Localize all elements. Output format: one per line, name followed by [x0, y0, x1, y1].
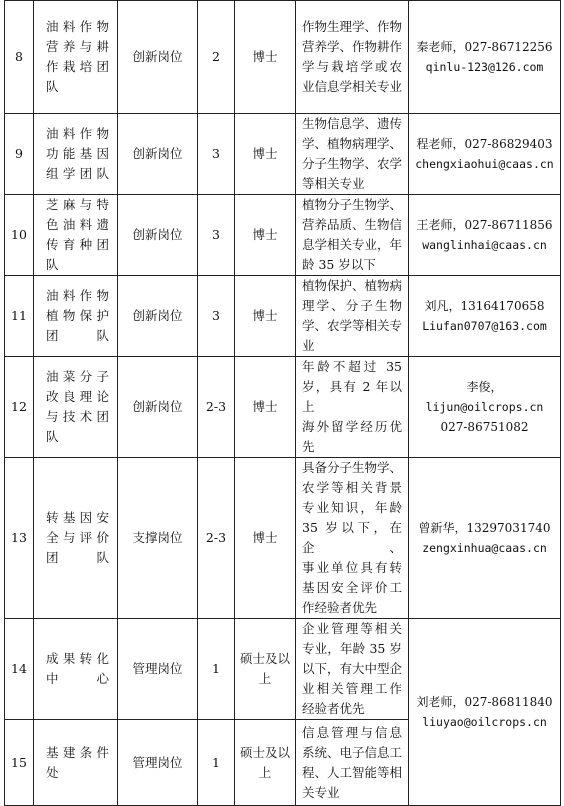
- headcount: 2-3: [198, 458, 235, 619]
- contact-line: liuyao@oilcrops.cn: [422, 715, 547, 729]
- requirements-line: 企业管理等相关: [302, 621, 402, 636]
- team-name-line: 团队: [46, 550, 109, 565]
- team-name-line: 组学团队: [46, 166, 109, 181]
- team-name-line: 油料作物: [46, 288, 109, 303]
- requirements-line: 植物保护、植物病: [302, 278, 403, 293]
- requirements: [296, 1, 409, 114]
- contact-info: [409, 357, 561, 458]
- post-type: 创新岗位: [118, 195, 198, 276]
- requirements: [296, 720, 409, 806]
- team-name-line: 基建条件: [46, 744, 109, 760]
- team-name-line: 队: [46, 429, 59, 444]
- requirements-line: 关专业: [302, 784, 340, 800]
- row-number: 11: [5, 276, 34, 357]
- contact-info: [409, 619, 561, 806]
- table-row: [5, 114, 561, 195]
- requirements: [296, 114, 409, 195]
- requirements-line: 信息管理与信息: [302, 724, 402, 740]
- contact-line: 秦老师，027-86712256: [416, 40, 553, 54]
- team-name: [34, 114, 118, 195]
- team-name-line: 功能基因: [46, 146, 109, 161]
- degree-line: 博士: [252, 399, 278, 414]
- row-number: 8: [5, 1, 34, 114]
- contact-line: chengxiaohui@caas.cn: [415, 157, 554, 171]
- contact-line: wanglinhai@caas.cn: [422, 238, 547, 252]
- table-row: [5, 276, 561, 357]
- contact-info: [409, 1, 561, 114]
- requirements-line: 35 岁以下，在企、: [302, 520, 402, 555]
- contact-info: [409, 195, 561, 276]
- contact-line: 程老师，027-86829403: [416, 137, 553, 151]
- degree: [235, 276, 296, 357]
- post-type: 支撑岗位: [118, 458, 198, 619]
- headcount: 2: [198, 1, 235, 114]
- team-name-line: 芝麻与特: [46, 197, 109, 212]
- degree-line: 硕士: [239, 651, 265, 666]
- team-name-line: 色油料遗: [46, 217, 109, 232]
- requirements-line: 龄 35 岁以下: [302, 257, 376, 272]
- post-type: 创新岗位: [118, 114, 198, 195]
- requirements-line: 营养品质、生物信: [302, 217, 403, 232]
- requirements-line: 专业知识，年龄: [302, 500, 402, 515]
- contact-info: [409, 458, 561, 619]
- contact-line: qinlu-123@126.com: [425, 60, 544, 74]
- headcount: 3: [198, 195, 235, 276]
- contact-line: 李俊，: [466, 380, 503, 394]
- requirements-line: 理学、分子生物: [302, 298, 402, 313]
- post-type: 管理岗位: [118, 720, 198, 806]
- headcount: 3: [198, 276, 235, 357]
- team-name: [34, 195, 118, 276]
- contact-line: zengxinhua@caas.cn: [422, 541, 547, 555]
- requirements-line: 事业单位具有转: [302, 560, 402, 575]
- degree: [235, 195, 296, 276]
- row-number: 13: [5, 458, 34, 619]
- requirements-line: 先: [302, 439, 315, 454]
- team-name-line: 处: [46, 764, 59, 780]
- degree: [235, 619, 296, 720]
- post-type: 管理岗位: [118, 619, 198, 720]
- requirements: [296, 619, 409, 720]
- team-name-line: 成果转化: [46, 651, 109, 666]
- contact-line: 刘凡，13164170658: [424, 299, 545, 313]
- team-name: [34, 276, 118, 357]
- requirements: [296, 276, 409, 357]
- requirements-line: 系统、电子信息工: [302, 744, 403, 760]
- contact-line: 027-86751082: [440, 420, 529, 434]
- requirements-line: 分子生物学、农学: [302, 156, 403, 171]
- team-name-line: 油料作物: [46, 126, 109, 141]
- requirements-line: 程、人工智能等相: [302, 764, 403, 780]
- requirements-line: 学、植物病理学、: [302, 136, 403, 151]
- team-name: [34, 1, 118, 114]
- requirements-line: 业相关管理工作: [302, 681, 402, 696]
- degree-line: 博士: [252, 146, 278, 161]
- contact-info: [409, 114, 561, 195]
- team-name-line: 油料作物: [46, 19, 109, 34]
- degree: [235, 357, 296, 458]
- degree-line: 上: [258, 671, 272, 686]
- table-row: [5, 1, 561, 114]
- team-name: [34, 720, 118, 806]
- contact-line: Liufan0707@163.com: [422, 319, 547, 333]
- degree: [235, 1, 296, 114]
- team-name-line: 作栽培团: [46, 59, 109, 74]
- requirements-line: 年龄不超过 35: [302, 359, 402, 374]
- headcount: 1: [198, 619, 235, 720]
- requirements-line: 专业，年龄 35 岁: [302, 641, 402, 656]
- degree-line: 及以: [265, 651, 291, 666]
- table-row: [5, 619, 561, 720]
- team-name-line: 与技术团: [46, 409, 109, 424]
- degree: [235, 458, 296, 619]
- requirements-line: 业信息学相关专业: [302, 79, 403, 94]
- team-name-line: 中心: [46, 671, 109, 686]
- degree: [235, 720, 296, 806]
- team-name-line: 营养与耕: [46, 39, 109, 54]
- row-number: 12: [5, 357, 34, 458]
- team-name-line: 队: [46, 257, 59, 272]
- requirements-line: 以下，有大中型企: [302, 661, 403, 676]
- requirements-line: 学、农学等相关专: [302, 318, 403, 333]
- row-number: 10: [5, 195, 34, 276]
- degree: [235, 114, 296, 195]
- table-row: [5, 357, 561, 458]
- post-type: 创新岗位: [118, 1, 198, 114]
- requirements: [296, 357, 409, 458]
- team-name-line: 转基因安: [46, 510, 109, 525]
- degree-line: 及以: [265, 744, 291, 760]
- team-name-line: 油菜分子: [46, 369, 109, 384]
- requirements-line: 等相关专业: [302, 176, 365, 191]
- requirements-line: 海外留学经历优: [302, 419, 402, 434]
- team-name-line: 全与评价: [46, 530, 109, 545]
- team-name-line: 植物保护: [46, 308, 109, 323]
- contact-line: 刘老师，027-86811840: [416, 695, 553, 709]
- requirements-line: 营养学、作物耕作: [302, 39, 403, 54]
- degree-line: 博士: [252, 308, 278, 323]
- table-row: [5, 458, 561, 619]
- table-row: [5, 195, 561, 276]
- requirements-line: 农学等相关背景: [302, 480, 402, 495]
- row-number: 9: [5, 114, 34, 195]
- table-body: [5, 1, 561, 806]
- team-name-line: 团队: [46, 328, 109, 343]
- requirements-line: 经验者优先: [302, 701, 365, 716]
- degree-line: 博士: [252, 227, 278, 242]
- requirements-line: 具备分子生物学、: [302, 460, 403, 475]
- row-number: 14: [5, 619, 34, 720]
- headcount: 2-3: [198, 357, 235, 458]
- requirements-line: 生物信息学、遗传: [302, 116, 403, 131]
- recruitment-table: [4, 0, 561, 806]
- requirements: [296, 458, 409, 619]
- contact-info: [409, 276, 561, 357]
- team-name-line: 传育种团: [46, 237, 109, 252]
- degree-line: 博士: [252, 49, 278, 64]
- requirements: [296, 195, 409, 276]
- degree-line: 博士: [252, 530, 278, 545]
- headcount: 1: [198, 720, 235, 806]
- requirements-line: 岁，具有 2 年以上: [302, 379, 402, 414]
- team-name-line: 队: [46, 79, 59, 94]
- requirements-line: 息学相关专业，年: [302, 237, 403, 252]
- contact-line: lijun@oilcrops.cn: [425, 400, 544, 414]
- requirements-line: 学与栽培学或农: [302, 59, 402, 74]
- contact-line: 王老师，027-86711856: [416, 218, 553, 232]
- contact-line: 曾新华，13297031740: [418, 521, 551, 535]
- requirements-line: 业: [302, 338, 315, 353]
- requirements-line: 基因安全评价工: [302, 580, 402, 595]
- post-type: 创新岗位: [118, 276, 198, 357]
- row-number: 15: [5, 720, 34, 806]
- post-type: 创新岗位: [118, 357, 198, 458]
- headcount: 3: [198, 114, 235, 195]
- degree-line: 上: [258, 764, 272, 780]
- requirements-line: 作经验者优先: [302, 600, 378, 615]
- requirements-line: 作物生理学、作物: [302, 19, 403, 34]
- team-name: [34, 619, 118, 720]
- team-name: [34, 357, 118, 458]
- team-name-line: 改良理论: [46, 389, 109, 404]
- degree-line: 硕士: [239, 744, 265, 760]
- requirements-line: 植物分子生物学、: [302, 197, 403, 212]
- team-name: [34, 458, 118, 619]
